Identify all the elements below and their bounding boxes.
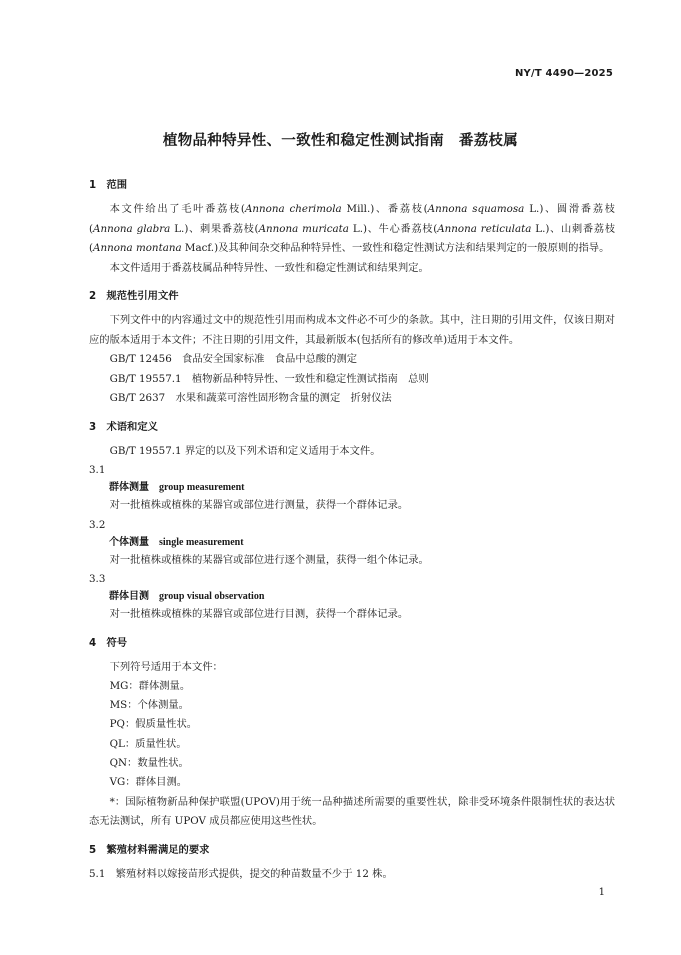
section-2-heading: 2 规范性引用文件 bbox=[89, 290, 179, 302]
reference-item: GB/T 2637 水果和蔬菜可溶性固形物含量的测定 折射仪法 bbox=[109, 392, 392, 404]
term-definition: 对一批植株或植株的某器官或部位进行目测，获得一个群体记录。 bbox=[109, 608, 409, 620]
term-number: 3.3 bbox=[89, 573, 106, 585]
standard-code: NY/T 4490—2025 bbox=[514, 68, 613, 79]
document-title: 植物品种特异性、一致性和稳定性测试指南 番荔枝属 bbox=[162, 133, 519, 149]
scope-applicability: 本文件适用于番荔枝属品种特异性、一致性和稳定性测试和结果判定。 bbox=[109, 261, 429, 274]
section-1-heading: 1 范围 bbox=[89, 179, 128, 191]
term-number: 3.2 bbox=[89, 518, 106, 531]
symbol-item: QN：数量性状。 bbox=[109, 756, 189, 769]
symbol-item: MS：个体测量。 bbox=[109, 699, 189, 712]
symbol-note: *：国际植物新品种保护联盟(UPOV)用于统一品种描述所需要的重要性状，除非受环境条件限制性状的表达状态无法测试，所有 UPOV 成员都应使用这些性状。 bbox=[89, 795, 615, 828]
references-intro: 下列文件中的内容通过文中的规范性引用而构成本文件必不可少的条款。其中，注日期的引用文件，仅该日期对应的版本适用于本文件；不注日期的引用文件，其最新版本(包括所有的修改单)适用于本文件。 bbox=[89, 314, 615, 346]
term-entry: 群体目测 group visual observation bbox=[109, 591, 265, 602]
symbol-item: QL：质量性状。 bbox=[109, 737, 187, 750]
reference-item: GB/T 19557.1 植物新品种特异性、一致性和稳定性测试指南 总则 bbox=[109, 372, 429, 385]
symbol-item: PQ：假质量性状。 bbox=[109, 718, 198, 731]
term-definition: 对一批植株或植株的某器官或部位进行逐个测量，获得一组个体记录。 bbox=[109, 553, 429, 566]
section-5-heading: 5 繁殖材料需满足的要求 bbox=[89, 843, 210, 856]
document-body bbox=[89, 178, 615, 884]
symbols-intro: 下列符号适用于本文件： bbox=[109, 660, 223, 673]
terms-intro: GB/T 19557.1 界定的以及下列术语和定义适用于本文件。 bbox=[109, 444, 381, 457]
symbol-item: MG：群体测量。 bbox=[109, 679, 191, 692]
section-4-heading: 4 符号 bbox=[89, 636, 128, 649]
term-definition: 对一批植株或植株的某器官或部位进行测量，获得一个群体记录。 bbox=[109, 499, 409, 511]
reference-item: GB/T 12456 食品安全国家标准 食品中总酸的测定 bbox=[109, 353, 358, 365]
symbol-item: VG：群体目测。 bbox=[109, 776, 188, 789]
term-entry: 个体测量 single measurement bbox=[109, 536, 244, 548]
term-entry: 群体测量 group measurement bbox=[109, 482, 245, 493]
term-number: 3.1 bbox=[89, 464, 106, 476]
page-number: 1 bbox=[598, 887, 605, 898]
scope-paragraph: 本文件给出了毛叶番荔枝(Annona cherimola Mill.)、番荔枝(Annona squamosa L.)、圆滑番荔枝(Annona glabra L.)、刺果番荔枝(Annona muricata L.)、牛心番荔枝(Annona reticulata L.)、山刺番荔枝(Annona montana Macf.)及其种间杂交种品种特异性、一致性和稳定性测试方法和结果判定的一般原则的指导。 bbox=[89, 203, 615, 254]
section-3-heading: 3 术语和定义 bbox=[89, 420, 158, 433]
requirement-item: 5.1 繁殖材料以嫁接苗形式提供，提交的种苗数量不少于 12 株。 bbox=[89, 867, 393, 880]
